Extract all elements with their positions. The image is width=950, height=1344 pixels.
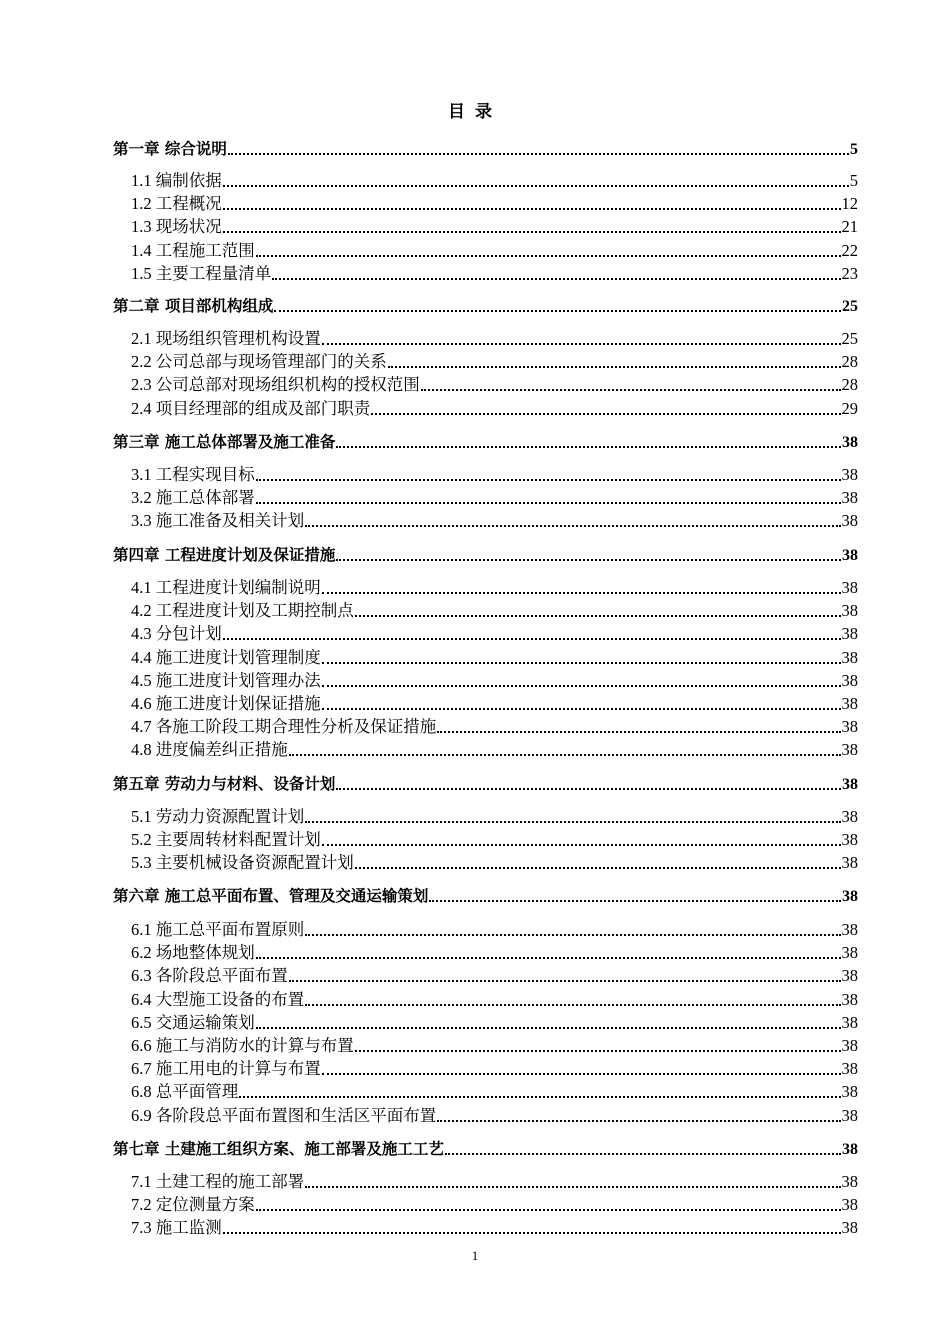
toc-section-page: 38 xyxy=(841,694,858,713)
toc-section-entry[interactable] xyxy=(0,964,950,986)
toc-section-label: 1.4 工程施工范围 xyxy=(131,240,255,260)
toc-section-label: 6.6 施工与消防水的计算与布置 xyxy=(131,1036,354,1055)
toc-section-entry[interactable] xyxy=(0,599,950,621)
dot-leader xyxy=(336,788,841,790)
toc-section-label: 2.4 项目经理部的组成及部门职责 xyxy=(131,398,371,418)
toc-title: 目录 xyxy=(448,102,502,122)
dot-leader xyxy=(305,1004,840,1006)
toc-chapter-label: 第五章 劳动力与材料、设备计划 xyxy=(113,775,336,793)
page-number: 1 xyxy=(471,1248,479,1263)
toc-chapter-page: 38 xyxy=(842,1141,858,1158)
toc-section-entry[interactable] xyxy=(0,192,950,214)
toc-chapter-entry[interactable] xyxy=(0,543,950,565)
toc-section-label: 2.1 现场组织管理机构设置 xyxy=(131,329,321,348)
toc-chapter-page: 25 xyxy=(842,298,858,315)
toc-section-entry[interactable] xyxy=(0,373,950,395)
toc-section-entry[interactable] xyxy=(0,486,950,508)
toc-chapter-label: 第六章 施工总平面布置、管理及交通运输策划 xyxy=(113,887,429,905)
toc-section-entry[interactable] xyxy=(0,918,950,940)
dot-leader xyxy=(305,821,840,823)
dot-leader xyxy=(289,754,841,756)
dot-leader xyxy=(388,366,841,368)
toc-chapter-page: 38 xyxy=(842,434,858,451)
toc-chapter-entry[interactable] xyxy=(0,137,950,159)
toc-section-label: 1.2 工程概况 xyxy=(131,194,222,214)
toc-section-label: 6.4 大型施工设备的布置 xyxy=(131,989,305,1009)
dot-leader xyxy=(336,559,841,561)
dot-leader xyxy=(322,1073,841,1075)
toc-section-label: 6.5 交通运输策划 xyxy=(131,1012,255,1032)
toc-section-page: 38 xyxy=(841,920,858,939)
toc-section-entry[interactable] xyxy=(0,738,950,760)
toc-section-label: 4.6 施工进度计划保证措施 xyxy=(131,694,321,713)
dot-leader xyxy=(355,867,841,869)
toc-section-page: 22 xyxy=(841,240,858,260)
toc-section-page: 38 xyxy=(841,717,858,737)
toc-section-entry[interactable] xyxy=(0,1057,950,1079)
dot-leader xyxy=(223,231,841,233)
toc-section-label: 4.5 施工进度计划管理办法 xyxy=(131,670,321,690)
dot-leader xyxy=(256,479,841,481)
toc-section-entry[interactable] xyxy=(0,350,950,372)
dot-leader xyxy=(256,502,841,504)
toc-section-entry[interactable] xyxy=(0,1034,950,1056)
toc-section-page: 38 xyxy=(841,1036,858,1055)
toc-section-page: 21 xyxy=(841,217,858,237)
toc-section-entry[interactable] xyxy=(0,397,950,419)
toc-section-label: 7.1 土建工程的施工部署 xyxy=(131,1172,305,1191)
toc-section-entry[interactable] xyxy=(0,851,950,873)
toc-section-entry[interactable] xyxy=(0,1216,950,1238)
toc-section-entry[interactable] xyxy=(0,327,950,349)
dot-leader xyxy=(228,153,849,155)
toc-section-label: 3.1 工程实现目标 xyxy=(131,465,255,484)
dot-leader xyxy=(289,980,841,982)
toc-section-page: 38 xyxy=(841,1172,858,1191)
dot-leader xyxy=(223,208,841,210)
dot-leader xyxy=(239,1096,840,1098)
dot-leader xyxy=(322,844,841,846)
dot-leader xyxy=(256,255,841,257)
toc-section-entry[interactable] xyxy=(0,988,950,1010)
toc-section-label: 6.1 施工总平面布置原则 xyxy=(131,920,305,939)
toc-section-page: 38 xyxy=(841,989,858,1009)
dot-leader xyxy=(355,1050,841,1052)
toc-section-label: 4.7 各施工阶段工期合理性分析及保证措施 xyxy=(131,717,437,737)
dot-leader xyxy=(223,638,841,640)
toc-section-page: 25 xyxy=(841,329,858,348)
toc-section-label: 1.3 现场状况 xyxy=(131,217,222,237)
dot-leader xyxy=(322,685,841,687)
toc-chapter-label: 第七章 土建施工组织方案、施工部署及施工工艺 xyxy=(113,1140,444,1158)
toc-section-label: 1.5 主要工程量清单 xyxy=(131,263,272,283)
toc-section-entry[interactable] xyxy=(0,941,950,963)
dot-leader xyxy=(305,1186,840,1188)
toc-section-entry[interactable] xyxy=(0,646,950,668)
toc-section-entry[interactable] xyxy=(0,239,950,261)
dot-leader xyxy=(322,592,841,594)
dot-leader xyxy=(256,957,841,959)
dot-leader xyxy=(421,389,841,391)
toc-section-entry[interactable] xyxy=(0,215,950,237)
toc-section-page: 38 xyxy=(841,578,858,597)
dot-leader xyxy=(256,1027,841,1029)
toc-section-page: 38 xyxy=(841,1059,858,1079)
toc-section-entry[interactable] xyxy=(0,1011,950,1033)
dot-leader xyxy=(445,1153,841,1155)
toc-section-entry[interactable] xyxy=(0,576,950,598)
toc-section-page: 38 xyxy=(841,1105,858,1125)
dot-leader xyxy=(256,1209,841,1211)
toc-section-label: 2.3 公司总部对现场组织机构的授权范围 xyxy=(131,375,420,395)
dot-leader xyxy=(305,525,840,527)
toc-section-entry[interactable] xyxy=(0,1193,950,1215)
dot-leader xyxy=(429,900,841,902)
dot-leader xyxy=(437,731,840,733)
toc-chapter-page: 38 xyxy=(842,547,858,564)
toc-section-page: 5 xyxy=(849,171,858,190)
toc-section-label: 4.4 施工进度计划管理制度 xyxy=(131,647,321,667)
toc-section-entry[interactable] xyxy=(0,262,950,284)
toc-section-entry[interactable] xyxy=(0,509,950,531)
toc-chapter-entry[interactable] xyxy=(0,884,950,906)
toc-section-page: 29 xyxy=(841,398,858,418)
toc-section-label: 6.3 各阶段总平面布置 xyxy=(131,966,288,986)
dot-leader xyxy=(272,278,840,280)
toc-section-page: 38 xyxy=(841,1218,858,1238)
toc-section-page: 28 xyxy=(841,375,858,395)
toc-section-page: 38 xyxy=(841,807,858,826)
dot-leader xyxy=(336,446,841,448)
toc-section-page: 38 xyxy=(841,647,858,667)
toc-section-label: 7.3 施工监测 xyxy=(131,1218,222,1238)
toc-section-entry[interactable] xyxy=(0,1170,950,1192)
toc-section-page: 38 xyxy=(841,465,858,484)
toc-section-page: 38 xyxy=(841,853,858,873)
dot-leader xyxy=(305,934,840,936)
toc-section-label: 4.8 进度偏差纠正措施 xyxy=(131,740,288,760)
toc-section-label: 3.3 施工准备及相关计划 xyxy=(131,511,305,531)
toc-section-page: 38 xyxy=(841,511,858,531)
toc-section-label: 6.2 场地整体规划 xyxy=(131,943,255,963)
toc-section-entry[interactable] xyxy=(0,828,950,850)
toc-section-label: 4.2 工程进度计划及工期控制点 xyxy=(131,601,354,621)
toc-section-page: 38 xyxy=(841,1195,858,1215)
toc-section-page: 38 xyxy=(841,740,858,760)
toc-chapter-entry[interactable] xyxy=(0,1137,950,1159)
dot-leader xyxy=(322,708,841,710)
toc-section-entry[interactable] xyxy=(0,463,950,485)
toc-section-page: 38 xyxy=(841,488,858,508)
toc-chapter-entry[interactable] xyxy=(0,772,950,794)
toc-section-label: 4.3 分包计划 xyxy=(131,624,222,644)
toc-section-page: 23 xyxy=(841,263,858,283)
dot-leader xyxy=(223,1232,841,1234)
toc-section-page: 38 xyxy=(841,670,858,690)
toc-section-label: 1.1 编制依据 xyxy=(131,171,222,190)
toc-section-label: 4.1 工程进度计划编制说明 xyxy=(131,578,321,597)
toc-section-label: 6.9 各阶段总平面布置图和生活区平面布置 xyxy=(131,1105,437,1125)
toc-section-page: 38 xyxy=(841,966,858,986)
toc-section-entry[interactable] xyxy=(0,669,950,691)
toc-section-page: 38 xyxy=(841,1012,858,1032)
dot-leader xyxy=(437,1120,840,1122)
toc-section-label: 3.2 施工总体部署 xyxy=(131,488,255,508)
toc-section-label: 6.8 总平面管理 xyxy=(131,1082,239,1102)
dot-leader xyxy=(322,343,841,345)
toc-section-page: 38 xyxy=(841,624,858,644)
toc-section-page: 12 xyxy=(841,194,858,214)
toc-section-label: 5.3 主要机械设备资源配置计划 xyxy=(131,853,354,873)
toc-chapter-page: 38 xyxy=(842,888,858,905)
toc-section-entry[interactable] xyxy=(0,622,950,644)
toc-section-entry[interactable] xyxy=(0,1080,950,1102)
dot-leader xyxy=(371,413,840,415)
toc-section-page: 38 xyxy=(841,943,858,963)
toc-section-label: 5.1 劳动力资源配置计划 xyxy=(131,807,305,826)
toc-section-entry[interactable] xyxy=(0,805,950,827)
dot-leader xyxy=(322,662,841,664)
toc-chapter-page: 38 xyxy=(842,776,858,793)
toc-section-label: 5.2 主要周转材料配置计划 xyxy=(131,830,321,850)
toc-section-entry[interactable] xyxy=(0,692,950,714)
toc-section-page: 38 xyxy=(841,830,858,850)
toc-section-label: 7.2 定位测量方案 xyxy=(131,1195,255,1215)
toc-section-entry[interactable] xyxy=(0,1104,950,1126)
toc-section-entry[interactable] xyxy=(0,169,950,191)
toc-section-label: 2.2 公司总部与现场管理部门的关系 xyxy=(131,352,387,372)
dot-leader xyxy=(355,615,841,617)
toc-section-page: 38 xyxy=(841,1082,858,1102)
toc-section-page: 28 xyxy=(841,352,858,372)
toc-section-page: 38 xyxy=(841,601,858,621)
toc-chapter-entry[interactable] xyxy=(0,430,950,452)
dot-leader xyxy=(274,310,841,312)
toc-chapter-page: 5 xyxy=(850,141,858,158)
toc-section-entry[interactable] xyxy=(0,715,950,737)
toc-section-label: 6.7 施工用电的计算与布置 xyxy=(131,1059,321,1079)
toc-chapter-label: 第三章 施工总体部署及施工准备 xyxy=(113,433,336,451)
toc-chapter-label: 第一章 综合说明 xyxy=(113,140,227,158)
toc-chapter-label: 第二章 项目部机构组成 xyxy=(113,297,274,315)
toc-chapter-entry[interactable] xyxy=(0,294,950,316)
toc-chapter-label: 第四章 工程进度计划及保证措施 xyxy=(113,546,336,564)
dot-leader xyxy=(223,185,849,187)
